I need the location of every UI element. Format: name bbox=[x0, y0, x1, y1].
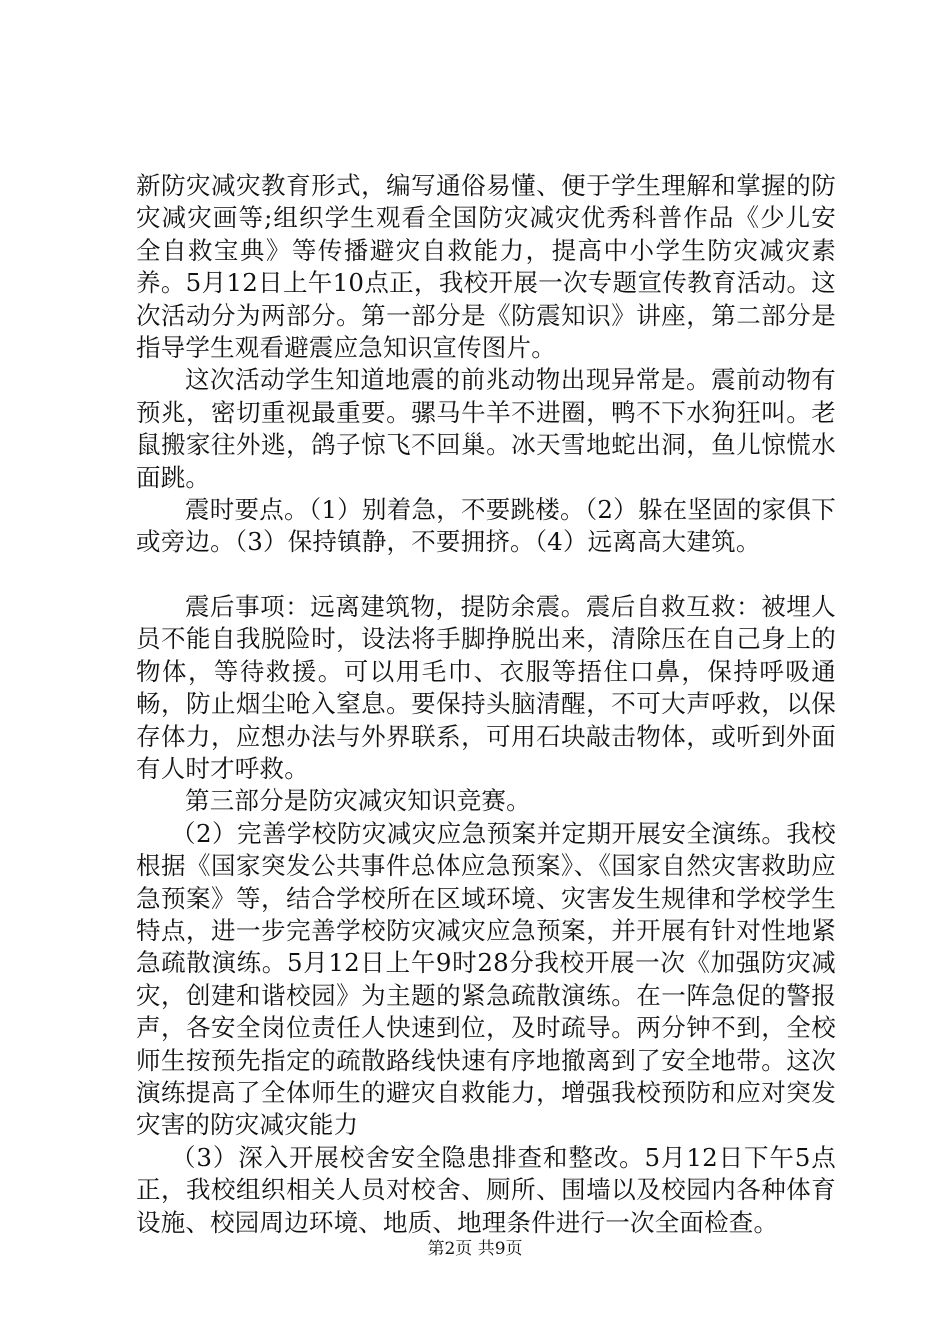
paragraph-safety-inspection: （3）深入开展校舍安全隐患排查和整改。5月12日下午5点正，我校组织相关人员对校舍、厕所、围墙以及校园内各种体育设施、校园周边环境、地质、地理条件进行一次全面检查。 bbox=[136, 1142, 836, 1237]
paragraph-education-forms: 新防灾减灾教育形式，编写通俗易懂、便于学生理解和掌握的防灾减灾画等;组织学生观看全国防灾减灾优秀科普作品《少儿安全自救宝典》等传播避灾自救能力，提高中小学生防灾减灾素养。5月12日上午10点正，我校开展一次专题宣传教育活动。这次活动分为两部分。第一部分是《防震知识》讲座，第二部分是指导学生观看避震应急知识宣传图片。 bbox=[136, 171, 836, 363]
paragraph-emergency-drill: （2）完善学校防灾减灾应急预案并定期开展安全演练。我校根据《国家突发公共事件总体应急预案》、《国家自然灾害救助应急预案》等，结合学校所在区域环境、灾害发生规律和学校学生特点，进一步完善学校防灾减灾应急预案，并开展有针对性地紧急疏散演练。5月12日上午9时28分我校开展一次《加强防灾减灾，创建和谐校园》为主题的紧急疏散演练。在一阵急促的警报声，各安全岗位责任人快速到位，及时疏导。两分钟不到，全校师生按预先指定的疏散路线快速有序地撤离到了安全地带。这次演练提高了全体师生的避灾自救能力，增强我校预防和应对突发灾害的防灾减灾能力 bbox=[136, 818, 836, 1140]
paragraph-knowledge-contest: 第三部分是防灾减灾知识竞赛。 bbox=[185, 786, 531, 816]
paragraph-earthquake-precursors: 这次活动学生知道地震的前兆动物出现异常是。震前动物有预兆，密切重视最重要。骡马牛羊不进圈，鸭不下水狗狂叫。老鼠搬家往外逃，鸽子惊飞不回巢。冰天雪地蛇出洞，鱼儿惊慌水面跳。 bbox=[136, 365, 836, 492]
document-body bbox=[136, 170, 836, 1239]
paragraph-during-earthquake: 震时要点。（1）别着急，不要跳楼。（2）躲在坚固的家俱下或旁边。（3）保持镇静，不要拥挤。（4）远离高大建筑。 bbox=[136, 495, 836, 557]
paragraph-after-earthquake: 震后事项：远离建筑物，提防余震。震后自救互救：被埋人员不能自我脱险时，设法将手脚挣脱出来，清除压在自己身上的物体，等待救援。可以用毛巾、衣服等捂住口鼻，保持呼吸通畅，防止烟尘呛入窒息。要保持头脑清醒，不可大声呼救，以保存体力，应想办法与外界联系，可用石块敲击物体，或听到外面有人时才呼救。 bbox=[136, 591, 836, 783]
page-number-footer: 第2页 共9页 bbox=[427, 1239, 523, 1259]
